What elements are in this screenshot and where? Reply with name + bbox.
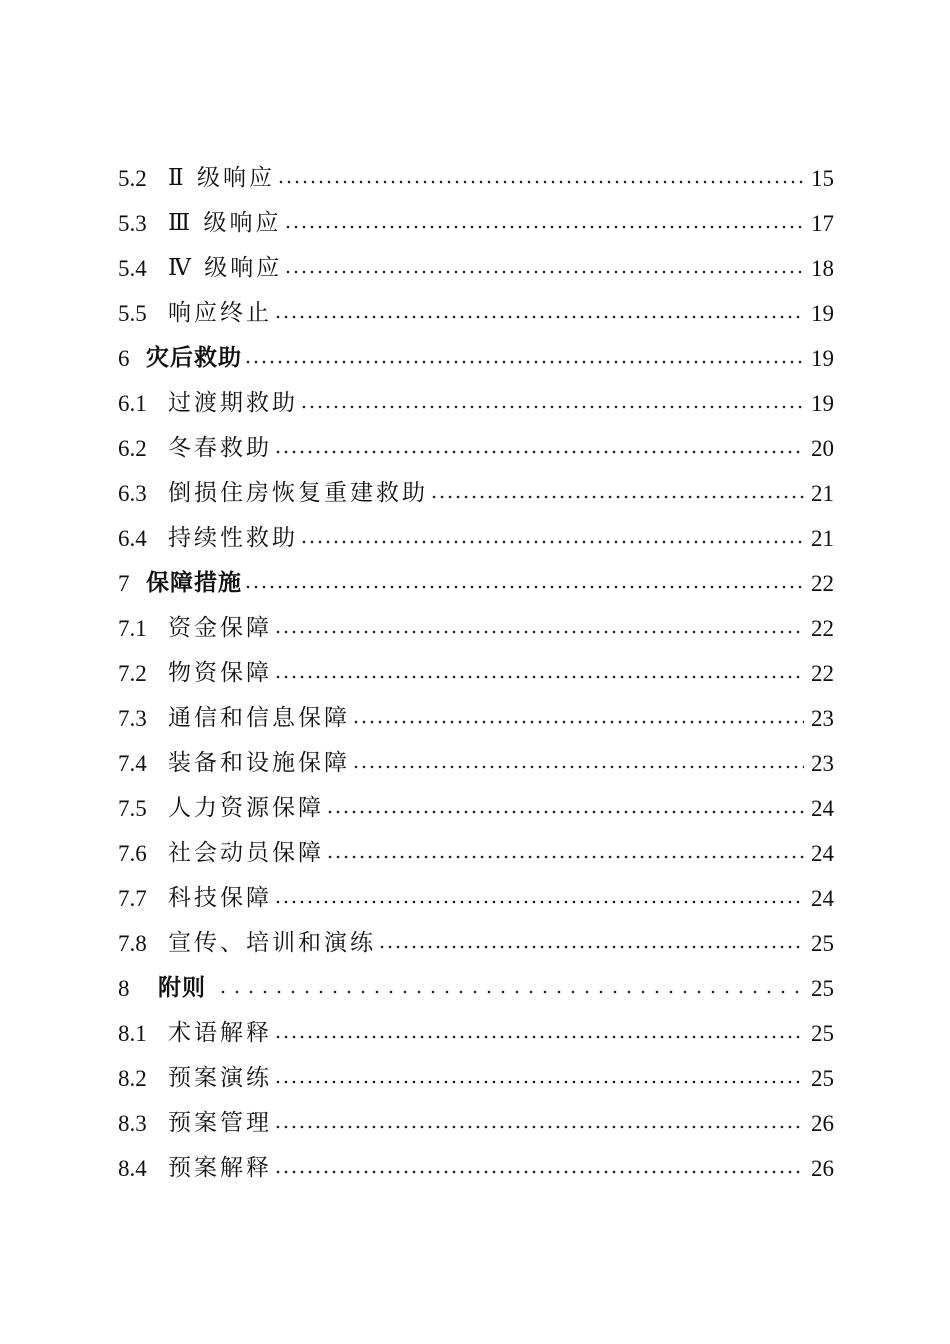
toc-entry[interactable] — [118, 1056, 834, 1101]
toc-entry-page: 19 — [811, 301, 834, 326]
dot-leader — [274, 449, 804, 455]
toc-entry-page: 26 — [811, 1156, 834, 1181]
toc-chapter-entry[interactable] — [118, 561, 834, 606]
toc-entry-number: 8.3 — [118, 1111, 147, 1136]
dot-leader — [216, 989, 804, 995]
toc-entry-title: 物资保障 — [168, 660, 272, 686]
toc-entry-page: 23 — [811, 706, 834, 731]
toc-entry[interactable] — [118, 651, 834, 696]
dot-leader — [274, 1034, 804, 1040]
dot-leader — [378, 944, 804, 950]
toc-entry-title: 通信和信息保障 — [168, 705, 350, 731]
toc-entry[interactable] — [118, 786, 834, 831]
dot-leader — [326, 809, 804, 815]
toc-entry-title: 过渡期救助 — [168, 390, 298, 416]
toc-entry-page: 22 — [811, 571, 834, 596]
toc-entry[interactable] — [118, 876, 834, 921]
dot-leader — [274, 899, 804, 905]
toc-entry-number: 7.8 — [118, 931, 147, 956]
toc-entry[interactable] — [118, 156, 834, 201]
dot-leader — [274, 674, 804, 680]
toc-entry-number: 8.4 — [118, 1156, 147, 1181]
toc-entry-page: 21 — [811, 481, 834, 506]
dot-leader — [284, 224, 805, 230]
dot-leader — [277, 179, 804, 185]
toc-entry-number: 6.1 — [118, 391, 147, 416]
toc-entry-title: Ⅱ 级响应 — [168, 165, 275, 191]
toc-entry-title: 响应终止 — [168, 300, 272, 326]
toc-entry-number: 7.4 — [118, 751, 147, 776]
dot-leader — [430, 494, 804, 500]
toc-entry-title: 预案演练 — [168, 1065, 272, 1091]
toc-entry-number: 7.7 — [118, 886, 147, 911]
toc-entry[interactable] — [118, 381, 834, 426]
dot-leader — [300, 404, 804, 410]
toc-entry[interactable] — [118, 741, 834, 786]
toc-entry-page: 25 — [811, 1021, 834, 1046]
toc-entry-page: 23 — [811, 751, 834, 776]
toc-entry-page: 17 — [811, 211, 834, 236]
toc-entry[interactable] — [118, 921, 834, 966]
toc-entry-title: 术语解释 — [168, 1020, 272, 1046]
toc-chapter-entry[interactable] — [118, 336, 834, 381]
toc-entry-page: 24 — [811, 886, 834, 911]
toc-entry-number: 8 — [118, 976, 130, 1001]
toc-entry-number: 5.3 — [118, 211, 147, 236]
toc-entry-page: 24 — [811, 841, 834, 866]
toc-entry-title: 资金保障 — [168, 615, 272, 641]
toc-entry-number: 6 — [118, 346, 130, 371]
toc-entry[interactable] — [118, 831, 834, 876]
toc-entry-page: 19 — [811, 391, 834, 416]
toc-entry-title: 倒损住房恢复重建救助 — [168, 480, 428, 506]
dot-leader — [284, 269, 804, 275]
toc-entry[interactable] — [118, 1146, 834, 1191]
toc-entry-page: 22 — [811, 616, 834, 641]
toc-entry-page: 25 — [811, 976, 834, 1001]
toc-entry-page: 26 — [811, 1111, 834, 1136]
dot-leader — [274, 1124, 804, 1130]
toc-entry-title: 社会动员保障 — [168, 840, 324, 866]
dot-leader — [244, 584, 804, 590]
toc-entry-title: 持续性救助 — [168, 525, 298, 551]
toc-entry-page: 15 — [811, 166, 834, 191]
toc-entry-title: Ⅲ 级响应 — [168, 210, 282, 236]
toc-entry[interactable] — [118, 696, 834, 741]
toc-entry-number: 5.4 — [118, 256, 147, 281]
dot-leader — [274, 314, 804, 320]
toc-entry[interactable] — [118, 246, 834, 291]
toc-entry-number: 6.4 — [118, 526, 147, 551]
toc-entry-page: 24 — [811, 796, 834, 821]
toc-entry[interactable] — [118, 606, 834, 651]
toc-entry-title: 保障措施 — [146, 570, 242, 596]
toc-entry-number: 5.5 — [118, 301, 147, 326]
toc-entry-title: 人力资源保障 — [168, 795, 324, 821]
toc-entry-number: 7.1 — [118, 616, 147, 641]
table-of-contents — [118, 156, 834, 1191]
toc-entry-page: 18 — [811, 256, 834, 281]
toc-entry-page: 20 — [811, 436, 834, 461]
toc-entry-number: 5.2 — [118, 166, 147, 191]
toc-entry-number: 7.5 — [118, 796, 147, 821]
toc-entry-number: 6.2 — [118, 436, 147, 461]
toc-entry-page: 19 — [811, 346, 834, 371]
toc-entry-number: 8.2 — [118, 1066, 147, 1091]
toc-entry-number: 8.1 — [118, 1021, 147, 1046]
dot-leader — [274, 629, 804, 635]
toc-entry-title: 装备和设施保障 — [168, 750, 350, 776]
dot-leader — [244, 359, 804, 365]
toc-entry-page: 21 — [811, 526, 834, 551]
toc-entry[interactable] — [118, 201, 834, 246]
dot-leader — [300, 539, 804, 545]
dot-leader — [326, 854, 804, 860]
toc-entry-title: 灾后救助 — [146, 345, 242, 371]
toc-entry[interactable] — [118, 471, 834, 516]
toc-entry-page: 25 — [811, 931, 834, 956]
dot-leader — [274, 1169, 804, 1175]
toc-entry-number: 6.3 — [118, 481, 147, 506]
toc-entry[interactable] — [118, 516, 834, 561]
toc-entry-page: 25 — [811, 1066, 834, 1091]
toc-entry-number: 7 — [118, 571, 130, 596]
toc-entry[interactable] — [118, 1101, 834, 1146]
toc-entry-number: 7.6 — [118, 841, 147, 866]
toc-entry-title: 附则 — [158, 975, 206, 1001]
toc-entry-number: 7.2 — [118, 661, 147, 686]
toc-entry-title: 预案管理 — [168, 1110, 272, 1136]
toc-entry-number: 7.3 — [118, 706, 147, 731]
toc-entry-title: 科技保障 — [168, 885, 272, 911]
toc-entry-title: 冬春救助 — [168, 435, 272, 461]
dot-leader — [352, 719, 804, 725]
toc-entry[interactable] — [118, 1011, 834, 1056]
toc-entry[interactable] — [118, 291, 834, 336]
toc-entry[interactable] — [118, 426, 834, 471]
toc-entry-title: 宣传、培训和演练 — [168, 930, 376, 956]
toc-chapter-entry[interactable] — [118, 966, 834, 1011]
toc-entry-title: 预案解释 — [168, 1155, 272, 1181]
toc-entry-title: Ⅳ 级响应 — [168, 255, 283, 281]
toc-entry-page: 22 — [811, 661, 834, 686]
dot-leader — [274, 1079, 804, 1085]
dot-leader — [352, 764, 804, 770]
